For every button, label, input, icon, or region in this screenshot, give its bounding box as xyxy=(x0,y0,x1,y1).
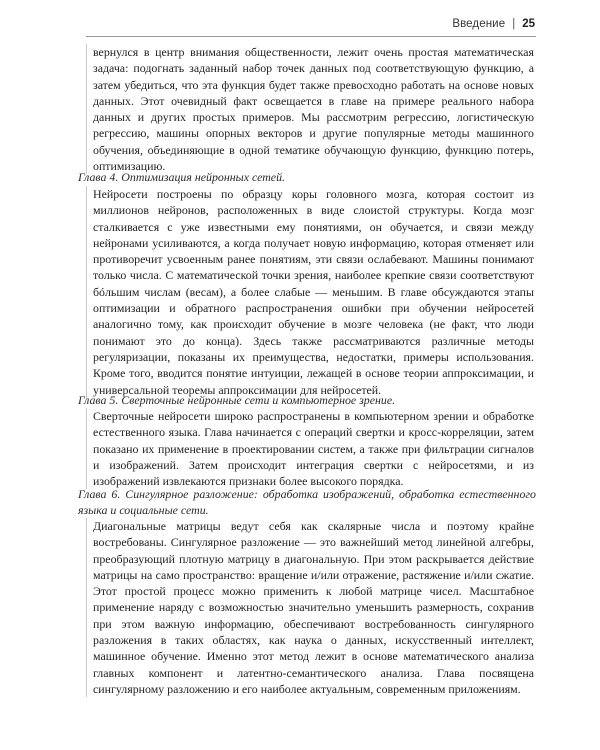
running-header-section: Введение xyxy=(452,18,506,30)
chapter-heading-5: Глава 5. Сверточные нейронные сети и компьютерное зрение. xyxy=(78,393,396,407)
running-header xyxy=(452,18,535,30)
paragraph-block-chapter-6 xyxy=(86,518,536,697)
paragraph-text: Диагональные матрицы ведут себя как скалярные числа и поэтому крайне востребованы. Сингулярное разложение — это важнейший метод линейной алгебры, преобразующий плотную матрицу в диагональную. При этом раскрывается действие матрицы на само пространство: вращение и/или отражение, растяжение и/или сжатие. Этот простой процесс можно применить к любой матрице чисел. Масштабное применение наряду с возможностью значительно уменьшить размерность, сохранив при этом важную информацию, обеспечивают востребованность сингулярного разложения в таких областях, как наука о данных, искусственный интеллект, машинное обучение. Именно этот метод лежит в основе математического анализа главных компонент и латентно-семантического анализа. Глава посвящена сингулярному разложению и его наиболее актуальным, современным приложениям. xyxy=(93,519,534,696)
page-number: 25 xyxy=(522,18,535,30)
chapter-heading-6: Глава 6. Сингулярное разложение: обработка изображений, обработка естественного языка и социальные сети. xyxy=(78,487,536,517)
paragraph-block-intro xyxy=(86,44,536,174)
paragraph-block-chapter-5 xyxy=(86,408,536,489)
paragraph-text: Сверточные нейросети широко распространены в компьютерном зрении и обработке естественного языка. Глава начинается с операций свертки и кросс-корреляции, затем показано их применение в проектировании систем, а также при фильтрации сигналов и изображений. Затем происходит интеграция свертки с нейросетями, и из изображений извлекаются признаки более высокого порядка. xyxy=(93,409,534,489)
paragraph-text: вернулся в центр внимания общественности, лежит очень простая математическая задача: подогнать заданный набор точек данных под соответствующую функцию, а затем убедиться, что эта функция будет также превосходно работать на основе новых данных. Этот очевидный факт освещается в главе на примере реального набора данных и других простых примеров. Мы рассмотрим регрессию, логистическую регрессию, машины опорных векторов и другие популярные методы машинного обучения, объединяющие в одной тематике обучающую функцию, функцию потерь, оптимизацию. xyxy=(93,45,534,174)
chapter-heading-4: Глава 4. Оптимизация нейронных сетей. xyxy=(78,170,286,184)
header-separator: | xyxy=(512,18,516,30)
header-rule xyxy=(86,36,536,37)
paragraph-block-chapter-4 xyxy=(86,186,536,398)
paragraph-text: Нейросети построены по образцу коры головного мозга, которая состоит из миллионов нейронов, расположенных в виде слоистой структуры. Когда мозг сталкивается с уже известными ему понятиями, он обучается, и связи между нейронами усиливаются, а когда получает новую информацию, которая отменяет или противоречит усвоенным ранее понятиям, эти связи ослабевают. Машины понимают только числа. С математической точки зрения, наиболее крепкие связи соответствуют бóльшим числам (весам), а более слабые — меньшим. В главе обсуждаются этапы оптимизации и обратного распространения ошибки при обучении нейросетей аналогично тому, как происходит обучение в мозге человека (не факт, что люди понимают это до конца). Здесь также рассматриваются различные методы регуляризации, показаны их преимущества, недостатки, примеры использования. Кроме того, вводится понятие интуиции, лежащей в основе теории аппроксимации, и универсальной теоремы аппроксимации для нейросетей. xyxy=(93,187,534,397)
